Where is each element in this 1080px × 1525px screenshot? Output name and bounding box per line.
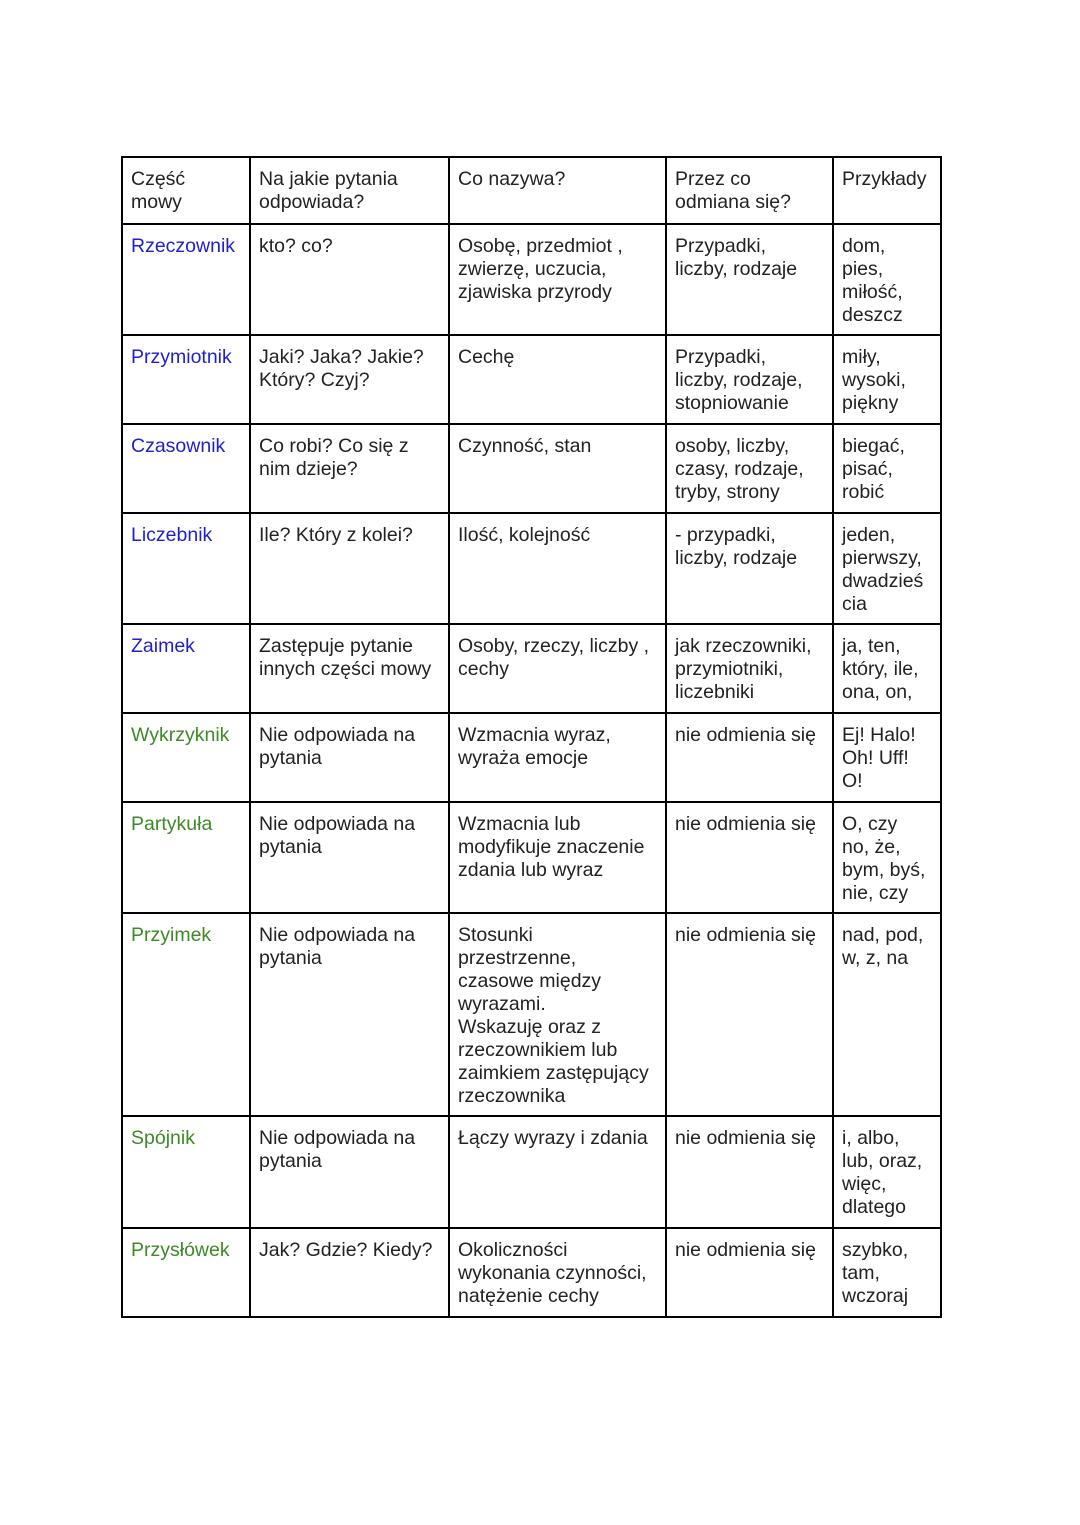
header-questions: Na jakie pytania odpowiada? [250, 157, 449, 224]
examples-cell: O, czy no, że, bym, byś, nie, czy [833, 802, 941, 913]
parts-of-speech-table [121, 156, 942, 1318]
table-row [122, 913, 941, 1116]
part-of-speech-cell: Zaimek [122, 624, 250, 713]
names-cell: Osoby, rzeczy, liczby , cechy [449, 624, 666, 713]
table-row [122, 1116, 941, 1228]
part-of-speech-cell: Spójnik [122, 1116, 250, 1228]
table-row [122, 424, 941, 513]
names-cell: Wzmacnia lub modyfikuje znaczenie zdania lub wyraz [449, 802, 666, 913]
examples-cell: biegać, pisać, robić [833, 424, 941, 513]
examples-cell: szybko, tam, wczoraj [833, 1228, 941, 1317]
names-cell: Stosunki przestrzenne, czasowe między wyrazami. Wskazuję oraz z rzeczownikiem lub zaimkiem zastępujący rzeczownika [449, 913, 666, 1116]
questions-cell: Nie odpowiada na pytania [250, 1116, 449, 1228]
part-of-speech-cell: Rzeczownik [122, 224, 250, 335]
inflection-cell: nie odmienia się [666, 1116, 833, 1228]
questions-cell: Ile? Który z kolei? [250, 513, 449, 624]
questions-cell: Nie odpowiada na pytania [250, 802, 449, 913]
names-cell: Wzmacnia wyraz, wyraża emocje [449, 713, 666, 802]
header-inflection: Przez co odmiana się? [666, 157, 833, 224]
inflection-cell: nie odmienia się [666, 713, 833, 802]
table-row [122, 802, 941, 913]
inflection-cell: nie odmienia się [666, 802, 833, 913]
examples-cell: jeden, pierwszy, dwadzieś cia [833, 513, 941, 624]
header-names: Co nazywa? [449, 157, 666, 224]
inflection-cell: - przypadki, liczby, rodzaje [666, 513, 833, 624]
part-of-speech-cell: Przysłówek [122, 1228, 250, 1317]
table-row [122, 624, 941, 713]
examples-cell: i, albo, lub, oraz, więc, dlatego [833, 1116, 941, 1228]
table-row [122, 513, 941, 624]
header-examples: Przykłady [833, 157, 941, 224]
examples-cell: Ej! Halo! Oh! Uff! O! [833, 713, 941, 802]
questions-cell: Jak? Gdzie? Kiedy? [250, 1228, 449, 1317]
table-row [122, 335, 941, 424]
names-cell: Okoliczności wykonania czynności, natężenie cechy [449, 1228, 666, 1317]
questions-cell: Nie odpowiada na pytania [250, 913, 449, 1116]
part-of-speech-cell: Przyimek [122, 913, 250, 1116]
part-of-speech-cell: Partykuła [122, 802, 250, 913]
questions-cell: Nie odpowiada na pytania [250, 713, 449, 802]
inflection-cell: nie odmienia się [666, 1228, 833, 1317]
questions-cell: Zastępuje pytanie innych części mowy [250, 624, 449, 713]
names-cell: Cechę [449, 335, 666, 424]
names-cell: Czynność, stan [449, 424, 666, 513]
table-row [122, 713, 941, 802]
table-row [122, 1228, 941, 1317]
inflection-cell: nie odmienia się [666, 913, 833, 1116]
header-part-of-speech: Część mowy [122, 157, 250, 224]
inflection-cell: jak rzeczowniki, przymiotniki, liczebniki [666, 624, 833, 713]
table-row [122, 224, 941, 335]
part-of-speech-cell: Liczebnik [122, 513, 250, 624]
inflection-cell: Przypadki, liczby, rodzaje, stopniowanie [666, 335, 833, 424]
examples-cell: miły, wysoki, piękny [833, 335, 941, 424]
inflection-cell: Przypadki, liczby, rodzaje [666, 224, 833, 335]
examples-cell: ja, ten, który, ile, ona, on, [833, 624, 941, 713]
names-cell: Osobę, przedmiot , zwierzę, uczucia, zjawiska przyrody [449, 224, 666, 335]
questions-cell: Co robi? Co się z nim dzieje? [250, 424, 449, 513]
inflection-cell: osoby, liczby, czasy, rodzaje, tryby, strony [666, 424, 833, 513]
questions-cell: kto? co? [250, 224, 449, 335]
part-of-speech-cell: Czasownik [122, 424, 250, 513]
names-cell: Łączy wyrazy i zdania [449, 1116, 666, 1228]
header-row [122, 157, 941, 224]
questions-cell: Jaki? Jaka? Jakie? Który? Czyj? [250, 335, 449, 424]
names-cell: Ilość, kolejność [449, 513, 666, 624]
part-of-speech-cell: Przymiotnik [122, 335, 250, 424]
part-of-speech-cell: Wykrzyknik [122, 713, 250, 802]
examples-cell: nad, pod, w, z, na [833, 913, 941, 1116]
examples-cell: dom, pies, miłość, deszcz [833, 224, 941, 335]
